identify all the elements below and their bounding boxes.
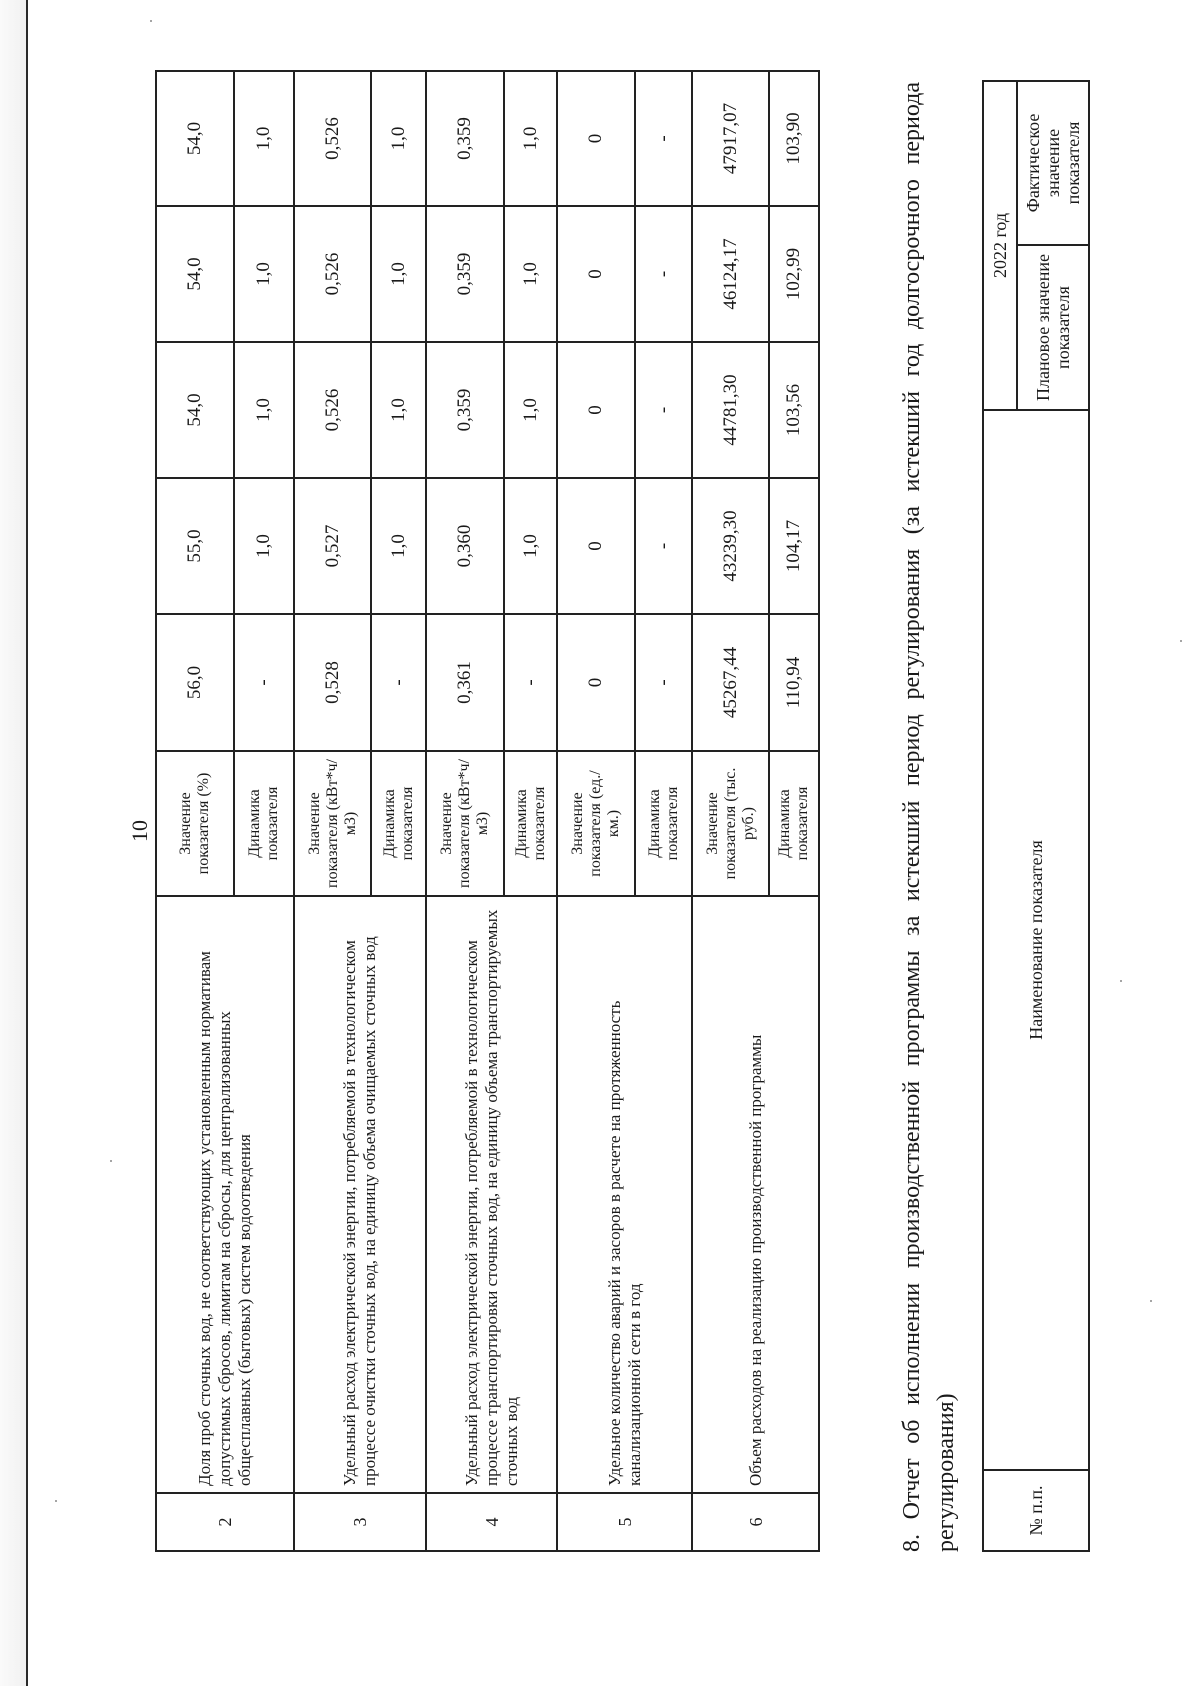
value-cell: 1,0 <box>234 71 294 206</box>
table-row <box>692 71 769 1551</box>
value-cell: 0 <box>557 71 635 206</box>
indicator-type: Значение показателя (кВт*ч/м3) <box>294 751 371 896</box>
value-cell: 1,0 <box>504 342 557 478</box>
value-cell: 1,0 <box>234 206 294 342</box>
value-cell: - <box>234 614 294 751</box>
value-cell: 110,94 <box>769 614 819 751</box>
section-title: 8. Отчет об исполнении производственной программы за истекший период регулирования (за истекший год долгосрочного периода регулирования) <box>899 82 959 1552</box>
indicator-type: Динамика показателя <box>635 751 692 896</box>
value-cell: 0,526 <box>294 342 371 478</box>
table-row <box>156 71 234 1551</box>
value-cell: - <box>635 342 692 478</box>
report-table-header <box>982 80 1090 1552</box>
indicator-type: Значение показателя (кВт*ч/м3) <box>426 751 504 896</box>
value-cell: 1,0 <box>234 342 294 478</box>
value-cell: 1,0 <box>371 71 426 206</box>
value-cell: 44781,30 <box>692 342 769 478</box>
value-cell: 103,90 <box>769 71 819 206</box>
value-cell: 54,0 <box>156 71 234 206</box>
row-number: 5 <box>557 1493 692 1551</box>
table-row <box>294 71 371 1551</box>
row-number: 6 <box>692 1493 819 1551</box>
row-number: 3 <box>294 1493 426 1551</box>
indicator-name: Удельное количество аварий и засоров в расчете на протяженность канализационной сети в год <box>557 896 692 1493</box>
indicator-type: Динамика показателя <box>504 751 557 896</box>
indicator-type: Динамика показателя <box>371 751 426 896</box>
value-cell: 1,0 <box>504 71 557 206</box>
indicator-type: Значение показателя (%) <box>156 751 234 896</box>
value-cell: 43239,30 <box>692 478 769 614</box>
fact-header: Фактическое значение показателя <box>1017 81 1089 245</box>
row-number: 4 <box>426 1493 557 1551</box>
value-cell: - <box>635 71 692 206</box>
value-cell: 1,0 <box>504 478 557 614</box>
indicator-type: Значение показателя (тыс. руб.) <box>692 751 769 896</box>
plan-header: Плановое значение показателя <box>1017 245 1089 410</box>
value-cell: 47917,07 <box>692 71 769 206</box>
value-cell: 1,0 <box>504 206 557 342</box>
indicator-name: Доля проб сточных вод, не соответствующих установленным нормативам допустимых сбросов, лимитам на сбросы, для централизованных общесплавных (бытовых) систем водоотведения <box>156 896 294 1493</box>
value-cell: - <box>371 614 426 751</box>
value-cell: 0 <box>557 342 635 478</box>
table-row <box>983 81 1017 1551</box>
value-cell: 1,0 <box>371 342 426 478</box>
name-header: Наименование показателя <box>983 410 1089 1470</box>
value-cell: 0,528 <box>294 614 371 751</box>
indicators-table <box>155 70 820 1552</box>
value-cell: 54,0 <box>156 342 234 478</box>
value-cell: 54,0 <box>156 206 234 342</box>
indicator-type: Значение показателя (ед./км.) <box>557 751 635 896</box>
value-cell: 0,360 <box>426 478 504 614</box>
value-cell: 0 <box>557 478 635 614</box>
value-cell: - <box>635 614 692 751</box>
indicator-name: Объем расходов на реализацию производственной программы <box>692 896 819 1493</box>
value-cell: 0,526 <box>294 206 371 342</box>
value-cell: 0,527 <box>294 478 371 614</box>
value-cell: 104,17 <box>769 478 819 614</box>
table-row <box>426 71 504 1551</box>
value-cell: 46124,17 <box>692 206 769 342</box>
page-number: 10 <box>127 820 152 842</box>
year-header: 2022 год <box>983 81 1017 410</box>
value-cell: 0 <box>557 614 635 751</box>
indicator-name: Удельный расход электрической энергии, потребляемой в технологическом процессе очистки сточных вод, на единицу объема очищаемых сточных вод <box>294 896 426 1493</box>
value-cell: 56,0 <box>156 614 234 751</box>
indicator-type: Динамика показателя <box>234 751 294 896</box>
indicator-name: Удельный расход электрической энергии, потребляемой в технологическом процессе транспортировки сточных вод, на единицу объема транспортируемых сточных вод <box>426 896 557 1493</box>
value-cell: - <box>504 614 557 751</box>
value-cell: 0,526 <box>294 71 371 206</box>
value-cell: 45267,44 <box>692 614 769 751</box>
value-cell: 1,0 <box>371 478 426 614</box>
value-cell: 0 <box>557 206 635 342</box>
value-cell: - <box>635 478 692 614</box>
value-cell: 0,359 <box>426 71 504 206</box>
value-cell: 0,359 <box>426 206 504 342</box>
value-cell: 102,99 <box>769 206 819 342</box>
value-cell: 1,0 <box>371 206 426 342</box>
table-row <box>557 71 635 1551</box>
value-cell: 1,0 <box>234 478 294 614</box>
num-header: № п.п. <box>983 1470 1089 1551</box>
value-cell: 55,0 <box>156 478 234 614</box>
value-cell: - <box>635 206 692 342</box>
row-number: 2 <box>156 1493 294 1551</box>
value-cell: 103,56 <box>769 342 819 478</box>
value-cell: 0,359 <box>426 342 504 478</box>
indicator-type: Динамика показателя <box>769 751 819 896</box>
value-cell: 0,361 <box>426 614 504 751</box>
